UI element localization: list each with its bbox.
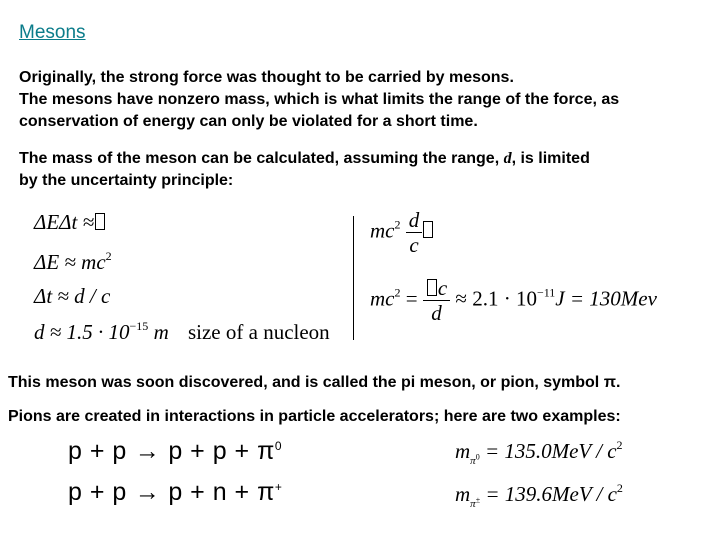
mass-paragraph [19, 148, 590, 192]
pion-charged-mass: $m_{\pi^\pm} = 139.6MeV / c^2$ [455, 481, 623, 510]
equation-mass-2: $mc^2$ = $\frac{c}{d}$ ≈ $2.1 \cdot 10^{-11}J = 130Mev$ [370, 276, 657, 325]
hbar-placeholder [427, 279, 437, 296]
mass-line-1: The mass of the meson can be calculated, assuming the range, d, is limited [19, 150, 590, 167]
fraction-d-over-c: $\frac{d}{c}$ [406, 208, 423, 257]
equation-range-value: $d \approx 1.5 \cdot 10^{-15}$ m size of a nucleon [34, 319, 330, 344]
nucleon-note: size of a nucleon [187, 320, 330, 344]
intro-line-1: Originally, the strong force was thought to be carried by mesons. [19, 69, 514, 86]
intro-line-2: The mesons have nonzero mass, which is what limits the range of the force, as [19, 91, 620, 108]
reaction-1: $p + p \to p + p + \pi^0$ [68, 437, 283, 465]
pion-zero-mass: $m_{\pi^0} = 135.0MeV / c^2$ [455, 438, 623, 467]
fraction-hbar-c-over-d: $\frac{c}{d}$ [423, 276, 450, 325]
hbar-placeholder [423, 221, 433, 238]
equation-mass-1: $mc^2$ $\frac{d}{c}$ [370, 208, 434, 257]
page-title: Mesons [19, 22, 86, 43]
arrow-icon: → [134, 478, 161, 506]
hbar-placeholder [95, 213, 105, 230]
pion-line: This meson was soon discovered, and is called the pi meson, or pion, symbol π. [8, 374, 621, 391]
range-variable: d [503, 150, 512, 167]
equation-divider [353, 216, 354, 340]
reaction-2: p + p → p + n + π+ [68, 478, 283, 506]
equation-energy-time: ΔEΔt ≈ [34, 210, 106, 235]
mass-line-2: by the uncertainty principle: [19, 172, 234, 189]
arrow-icon: → [134, 437, 161, 465]
examples-line: Pions are created in interactions in particle accelerators; here are two examples: [8, 408, 621, 425]
equation-time-range: Δt ≈ d / c [34, 284, 111, 308]
intro-paragraph [19, 67, 619, 133]
intro-line-3: conservation of energy can only be violated for a short time. [19, 113, 478, 130]
equation-energy-mass: $\Delta E \approx mc^2$ [34, 249, 112, 274]
